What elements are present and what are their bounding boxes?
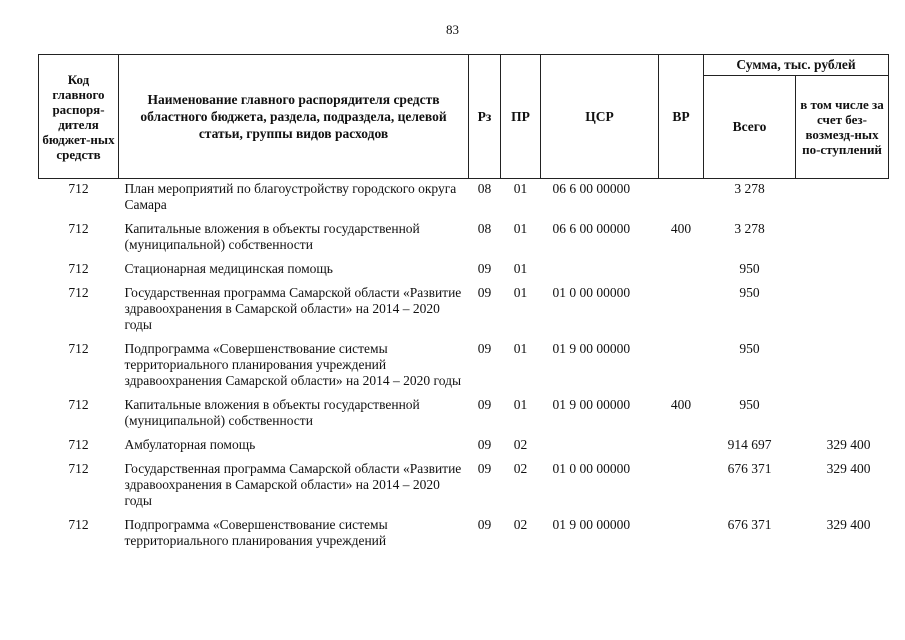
cell-total: 3 278 [734,181,765,196]
table-row [39,339,889,395]
header-free: в том числе за счет без-возмезд-ных по-ступлений [796,76,889,179]
cell-free [796,179,889,220]
page-number: 83 [446,22,459,37]
header-name: Наименование главного распорядителя средств областного бюджета, раздела, подраздела, целевой статьи, группы видов расходов [119,55,469,179]
cell-name: Государственная программа Самарской области «Развитие здравоохранения в Самарской области» на 2014 – 2020 годы [124,285,462,332]
cell-name: Амбулаторная помощь [124,437,256,452]
cell-csr: 01 9 00 00000 [552,341,631,356]
cell-free: 329 400 [826,437,871,452]
cell-vr [659,515,704,555]
cell-code: 712 [68,461,89,476]
cell-rz: 08 [477,181,492,196]
cell-code: 712 [68,221,89,236]
cell-csr: 06 6 00 00000 [552,221,631,236]
cell-pr: 01 [513,397,528,412]
cell-total: 950 [739,285,760,300]
header-code: Код главного распоря-дителя бюджет-ных средств [39,55,119,179]
cell-pr: 01 [513,221,528,236]
cell-vr [659,435,704,459]
header-vr: ВР [659,55,704,179]
cell-code: 712 [68,397,89,412]
cell-name: Капитальные вложения в объекты государственной (муниципальной) собственности [124,397,420,428]
table-row [39,515,889,555]
table-header [39,55,889,179]
cell-csr: 01 0 00 00000 [552,285,631,300]
cell-rz: 09 [477,397,492,412]
cell-total: 676 371 [727,461,772,476]
header-total: Всего [704,76,796,179]
cell-rz: 08 [477,221,492,236]
cell-free [796,219,889,259]
table-row [39,435,889,459]
table-row [39,459,889,515]
cell-pr: 01 [513,285,528,300]
cell-name: Государственная программа Самарской области «Развитие здравоохранения в Самарской области» на 2014 – 2020 годы [124,461,462,508]
table-row [39,179,889,220]
cell-csr [541,259,659,283]
table-row [39,219,889,259]
cell-rz: 09 [477,437,492,452]
cell-csr: 06 6 00 00000 [552,181,631,196]
cell-free [796,339,889,395]
cell-code: 712 [68,181,89,196]
cell-vr: 400 [670,221,692,236]
cell-total: 950 [739,261,760,276]
cell-free: 329 400 [826,461,871,476]
cell-total: 950 [739,341,760,356]
cell-name: Капитальные вложения в объекты государственной (муниципальной) собственности [124,221,420,252]
cell-free [796,283,889,339]
cell-vr [659,259,704,283]
table-row [39,259,889,283]
cell-code: 712 [68,341,89,356]
cell-code: 712 [68,285,89,300]
cell-code: 712 [68,261,89,276]
cell-csr: 01 9 00 00000 [552,397,631,412]
cell-total: 914 697 [727,437,772,452]
cell-pr: 02 [513,437,528,452]
cell-free: 329 400 [826,517,871,532]
cell-name: План мероприятий по благоустройству городского округа Самара [124,181,457,212]
cell-vr [659,179,704,220]
cell-code: 712 [68,517,89,532]
cell-total: 676 371 [727,517,772,532]
cell-pr: 02 [513,517,528,532]
header-csr: ЦСР [541,55,659,179]
cell-name: Подпрограмма «Совершенствование системы территориального планирования учреждений [124,517,388,548]
cell-pr: 01 [513,181,528,196]
cell-csr: 01 9 00 00000 [552,517,631,532]
cell-rz: 09 [477,261,492,276]
cell-rz: 09 [477,285,492,300]
cell-pr: 02 [513,461,528,476]
cell-free [796,259,889,283]
budget-table [38,54,889,555]
cell-pr: 01 [513,261,528,276]
header-sum: Сумма, тыс. рублей [704,55,889,76]
cell-rz: 09 [477,517,492,532]
cell-csr [541,435,659,459]
cell-total: 3 278 [734,221,765,236]
cell-total: 950 [739,397,760,412]
cell-pr: 01 [513,341,528,356]
header-rz: Рз [469,55,501,179]
cell-name: Стационарная медицинская помощь [124,261,333,276]
cell-free [796,395,889,435]
table-row [39,395,889,435]
header-pr: ПР [501,55,541,179]
cell-vr [659,339,704,395]
cell-rz: 09 [477,341,492,356]
table-body [39,179,889,556]
cell-csr: 01 0 00 00000 [552,461,631,476]
cell-vr: 400 [670,397,692,412]
cell-code: 712 [68,437,89,452]
table-row [39,283,889,339]
cell-vr [659,283,704,339]
cell-name: Подпрограмма «Совершенствование системы территориального планирования учреждений здравоохранения Самарской области» на 2014 – 2020 годы [124,341,462,388]
cell-rz: 09 [477,461,492,476]
cell-vr [659,459,704,515]
